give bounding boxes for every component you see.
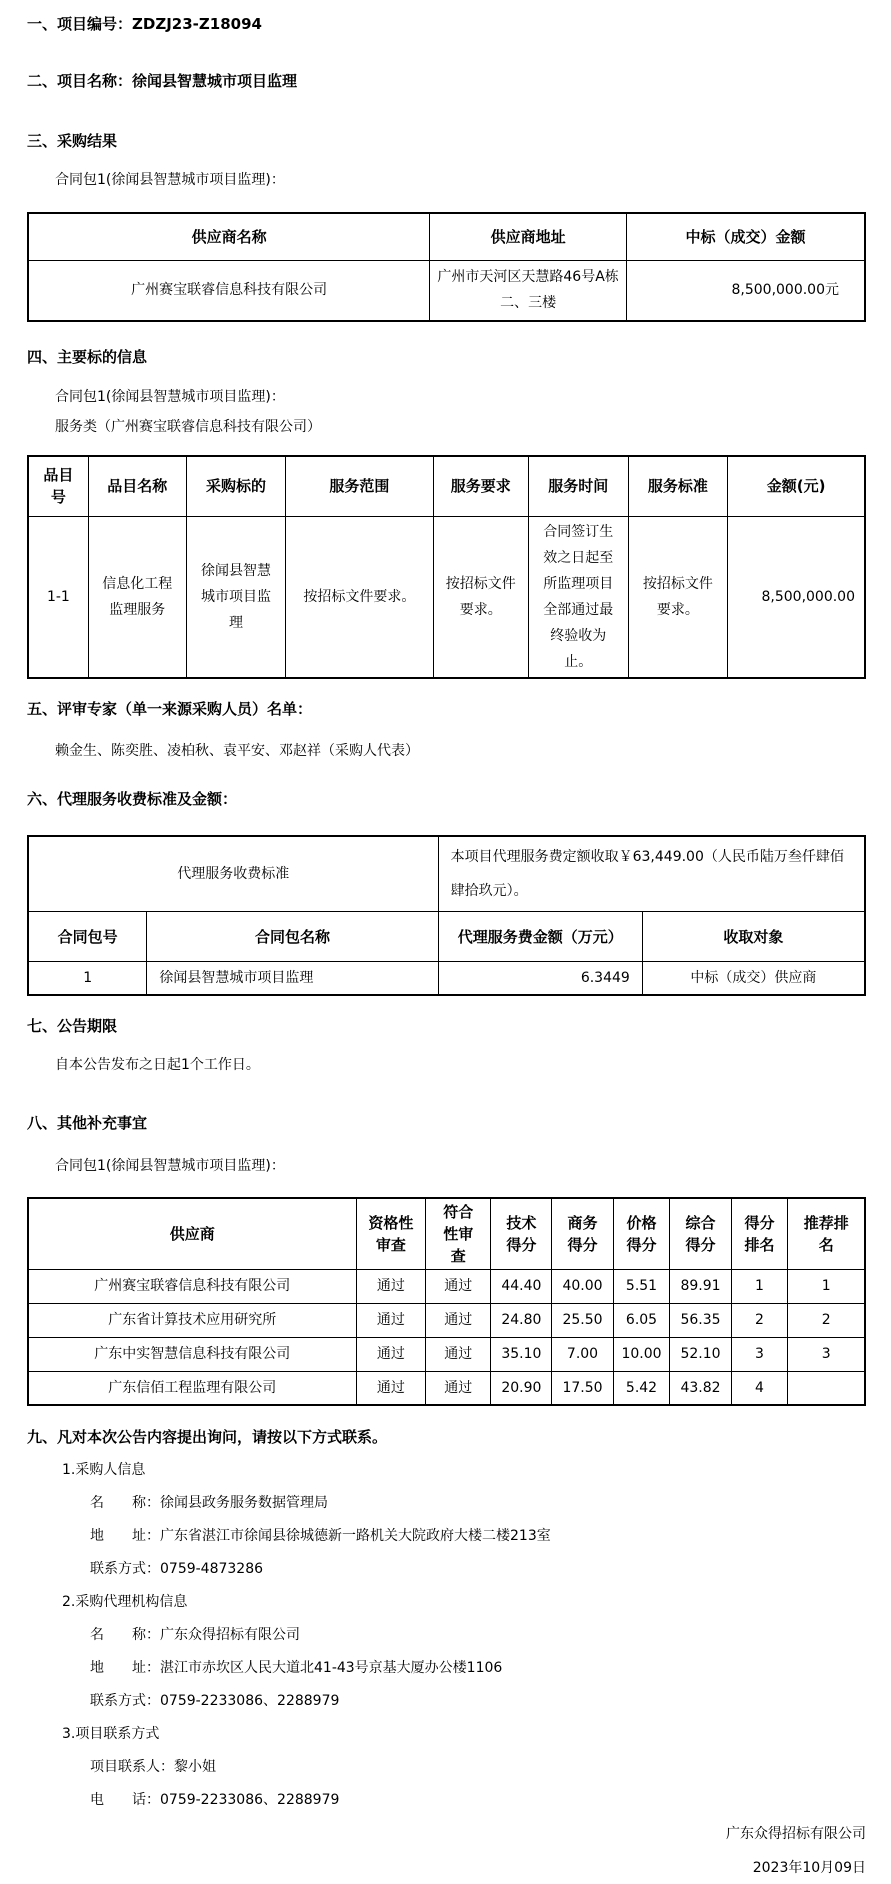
table-row <box>28 516 865 678</box>
technical-score-cell: 20.90 <box>491 1371 552 1405</box>
amount-cell: 8,500,000.00 <box>728 516 865 678</box>
table-row <box>28 1303 865 1337</box>
table-row <box>28 260 865 321</box>
service-category-label: 服务类（广州赛宝联睿信息科技有限公司） <box>55 419 321 435</box>
col-amount-yuan: 金额(元) <box>728 456 865 516</box>
price-score-cell: 6.05 <box>613 1303 670 1337</box>
technical-score-cell: 44.40 <box>491 1269 552 1303</box>
heading-procurement-result: 三、采购结果 <box>27 132 118 150</box>
conformity-cell: 通过 <box>426 1371 491 1405</box>
score-rank-cell: 4 <box>731 1371 788 1405</box>
package-no-cell: 1 <box>28 962 147 995</box>
score-rank-cell: 1 <box>731 1269 788 1303</box>
fee-standard-label: 代理服务收费标准 <box>28 836 438 912</box>
fee-amount-cell: 6.3449 <box>438 962 642 995</box>
business-score-cell: 25.50 <box>552 1303 613 1337</box>
purchaser-contact: 联系方式：0759-4873286 <box>90 1561 264 1577</box>
footer-agency-signature: 广东众得招标有限公司 <box>726 1826 866 1842</box>
col-item-name: 品目名称 <box>88 456 186 516</box>
supplier-cell: 广东省计算技术应用研究所 <box>28 1303 356 1337</box>
table-row <box>28 1269 865 1303</box>
service-standard-cell: 按招标文件要求。 <box>628 516 728 678</box>
heading-main-bid-info: 四、主要标的信息 <box>27 348 148 366</box>
table-row <box>28 1371 865 1405</box>
total-score-cell: 56.35 <box>670 1303 731 1337</box>
total-score-cell: 52.10 <box>670 1337 731 1371</box>
score-table-header-row <box>28 1198 865 1270</box>
col-service-requirement: 服务要求 <box>433 456 528 516</box>
col-fee-amount: 代理服务费金额（万元） <box>438 912 642 962</box>
package-label-other: 合同包1(徐闻县智慧城市项目监理)： <box>55 1157 285 1174</box>
score-rank-cell: 3 <box>731 1337 788 1371</box>
table-row <box>28 962 865 995</box>
price-score-cell: 5.42 <box>613 1371 670 1405</box>
col-supplier-address: 供应商地址 <box>430 213 627 260</box>
recommend-rank-cell: 2 <box>788 1303 865 1337</box>
notice-period-text: 自本公告发布之日起1个工作日。 <box>55 1056 260 1073</box>
result-table <box>27 212 866 322</box>
project-contact-person: 项目联系人：黎小姐 <box>90 1759 216 1775</box>
qualification-cell: 通过 <box>356 1337 425 1371</box>
col-service-standard: 服务标准 <box>628 456 728 516</box>
service-scope-cell: 按招标文件要求。 <box>286 516 433 678</box>
qualification-cell: 通过 <box>356 1303 425 1337</box>
col-fee-payer: 收取对象 <box>642 912 865 962</box>
price-score-cell: 5.51 <box>613 1269 670 1303</box>
qualification-cell: 通过 <box>356 1269 425 1303</box>
col-conformity-review: 符合性审查 <box>426 1198 491 1270</box>
project-contact-phone: 电 话：0759-2233086、2288979 <box>90 1792 340 1808</box>
recommend-rank-cell: 3 <box>788 1337 865 1371</box>
col-package-name: 合同包名称 <box>147 912 438 962</box>
col-procurement-target: 采购标的 <box>186 456 286 516</box>
business-score-cell: 40.00 <box>552 1269 613 1303</box>
expert-names: 赖金生、陈奕胜、凌柏秋、袁平安、邓赵祥（采购人代表） <box>55 742 419 759</box>
col-item-no: 品目号 <box>28 456 88 516</box>
items-table <box>27 455 866 679</box>
footer-date: 2023年10月09日 <box>752 1860 866 1876</box>
fee-table-header-row <box>28 912 865 962</box>
technical-score-cell: 24.80 <box>491 1303 552 1337</box>
supplier-address-cell: 广州市天河区天慧路46号A栋二、三楼 <box>430 260 627 321</box>
technical-score-cell: 35.10 <box>491 1337 552 1371</box>
fee-standard-row <box>28 836 865 912</box>
heading-contact: 九、凡对本次公告内容提出询问，请按以下方式联系。 <box>27 1428 388 1446</box>
score-table <box>27 1197 866 1407</box>
qualification-cell: 通过 <box>356 1371 425 1405</box>
project-contact-title: 3.项目联系方式 <box>62 1726 160 1742</box>
recommend-rank-cell: 1 <box>788 1269 865 1303</box>
agency-info-title: 2.采购代理机构信息 <box>62 1594 188 1610</box>
purchaser-info-title: 1.采购人信息 <box>62 1462 146 1478</box>
fee-payer-cell: 中标（成交）供应商 <box>642 962 865 995</box>
total-score-cell: 89.91 <box>670 1269 731 1303</box>
conformity-cell: 通过 <box>426 1337 491 1371</box>
procurement-target-cell: 徐闻县智慧城市项目监理 <box>186 516 286 678</box>
package-label-bid-info: 合同包1(徐闻县智慧城市项目监理)： <box>55 389 285 405</box>
heading-project-name: 二、项目名称：徐闻县智慧城市项目监理 <box>27 72 298 90</box>
col-service-scope: 服务范围 <box>286 456 433 516</box>
recommend-rank-cell <box>788 1371 865 1405</box>
fee-table <box>27 835 866 996</box>
package-name-cell: 徐闻县智慧城市项目监理 <box>147 962 438 995</box>
col-technical-score: 技术得分 <box>491 1198 552 1270</box>
heading-other-matters: 八、其他补充事宜 <box>27 1113 148 1132</box>
col-total-score: 综合得分 <box>670 1198 731 1270</box>
supplier-name-cell: 广州赛宝联睿信息科技有限公司 <box>28 260 430 321</box>
purchaser-address: 地 址：广东省湛江市徐闻县徐城德新一路机关大院政府大楼二楼213室 <box>90 1528 551 1544</box>
conformity-cell: 通过 <box>426 1303 491 1337</box>
result-table-header-row <box>28 213 865 260</box>
service-requirement-cell: 按招标文件要求。 <box>433 516 528 678</box>
col-price-score: 价格得分 <box>613 1198 670 1270</box>
col-supplier-name: 供应商名称 <box>28 213 430 260</box>
heading-agency-fee: 六、代理服务收费标准及金额： <box>27 789 238 808</box>
col-qualification-review: 资格性审查 <box>356 1198 425 1270</box>
business-score-cell: 17.50 <box>552 1371 613 1405</box>
supplier-cell: 广东中实智慧信息科技有限公司 <box>28 1337 356 1371</box>
business-score-cell: 7.00 <box>552 1337 613 1371</box>
col-recommend-rank: 推荐排名 <box>788 1198 865 1270</box>
score-rank-cell: 2 <box>731 1303 788 1337</box>
col-service-time: 服务时间 <box>528 456 628 516</box>
agency-address: 地 址：湛江市赤坎区人民大道北41-43号京基大厦办公楼1106 <box>90 1660 503 1676</box>
conformity-cell: 通过 <box>426 1269 491 1303</box>
heading-project-number: 一、项目编号：ZDZJ23-Z18094 <box>27 15 262 33</box>
col-score-rank: 得分排名 <box>731 1198 788 1270</box>
item-name-cell: 信息化工程监理服务 <box>88 516 186 678</box>
table-row <box>28 1337 865 1371</box>
col-package-no: 合同包号 <box>28 912 147 962</box>
col-award-amount: 中标（成交）金额 <box>626 213 865 260</box>
heading-experts: 五、评审专家（单一来源采购人员）名单： <box>27 699 313 718</box>
contact-section <box>27 1460 866 1810</box>
agency-name: 名 称：广东众得招标有限公司 <box>90 1627 300 1643</box>
col-business-score: 商务得分 <box>552 1198 613 1270</box>
fee-standard-text: 本项目代理服务费定额收取￥63,449.00（人民币陆万叁仟肆佰肆拾玖元）。 <box>438 836 865 912</box>
total-score-cell: 43.82 <box>670 1371 731 1405</box>
supplier-cell: 广州赛宝联睿信息科技有限公司 <box>28 1269 356 1303</box>
item-no-cell: 1-1 <box>28 516 88 678</box>
service-time-cell: 合同签订生效之日起至所监理项目全部通过最终验收为止。 <box>528 516 628 678</box>
award-amount-cell: 8,500,000.00元 <box>626 260 865 321</box>
col-supplier: 供应商 <box>28 1198 356 1270</box>
agency-contact: 联系方式：0759-2233086、2288979 <box>90 1693 340 1709</box>
price-score-cell: 10.00 <box>613 1337 670 1371</box>
package-label-result: 合同包1(徐闻县智慧城市项目监理)： <box>55 172 285 188</box>
purchaser-name: 名 称：徐闻县政务服务数据管理局 <box>90 1495 328 1511</box>
supplier-cell: 广东信佰工程监理有限公司 <box>28 1371 356 1405</box>
heading-notice-period: 七、公告期限 <box>27 1016 118 1035</box>
items-table-header-row <box>28 456 865 516</box>
